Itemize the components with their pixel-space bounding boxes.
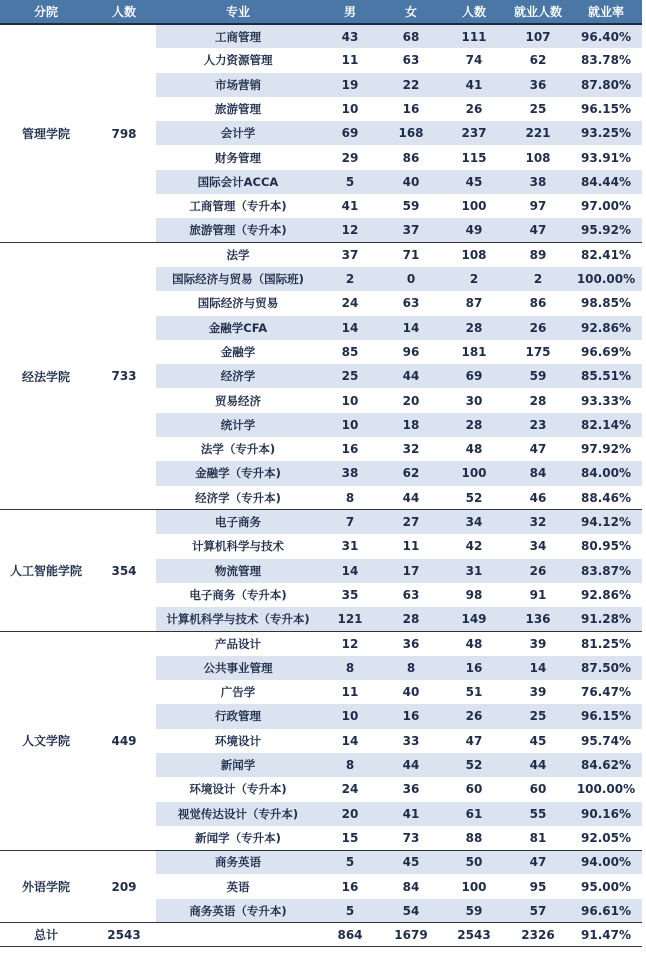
dept-count: 449 bbox=[92, 631, 156, 850]
cell-students: 48 bbox=[465, 636, 483, 651]
cell-students: 26 bbox=[442, 704, 506, 728]
cell-major: 环境设计 bbox=[215, 733, 261, 748]
cell-students: 45 bbox=[442, 170, 506, 194]
cell-female: 63 bbox=[402, 587, 420, 602]
cell-female: 84 bbox=[402, 879, 420, 894]
cell-male: 14 bbox=[320, 559, 380, 583]
cell-employed: 39 bbox=[529, 685, 547, 700]
cell-female: 63 bbox=[402, 53, 420, 68]
cell-students: 52 bbox=[442, 486, 506, 510]
cell-rate: 96.40% bbox=[570, 24, 642, 48]
cell-rate: 76.47% bbox=[581, 685, 631, 700]
cell-rate: 94.00% bbox=[570, 850, 642, 874]
cell-employed: 39 bbox=[529, 636, 547, 651]
cell-rate: 100.00% bbox=[576, 782, 636, 797]
cell-male: 38 bbox=[320, 461, 380, 485]
cell-male: 20 bbox=[320, 802, 380, 826]
cell-employed: 107 bbox=[506, 24, 570, 48]
cell-female: 37 bbox=[380, 218, 442, 242]
cell-female: 86 bbox=[402, 150, 420, 165]
total-female: 1679 bbox=[380, 923, 442, 947]
cell-major: 国际会计ACCA bbox=[156, 170, 320, 194]
cell-female: 168 bbox=[380, 121, 442, 145]
cell-male: 19 bbox=[320, 73, 380, 97]
cell-students: 28 bbox=[442, 413, 506, 437]
cell-major: 电子商务 bbox=[156, 510, 320, 534]
cell-major: 物流管理 bbox=[156, 559, 320, 583]
dept-name: 人工智能学院 bbox=[0, 510, 92, 631]
cell-rate: 96.61% bbox=[570, 899, 642, 923]
cell-rate: 92.86% bbox=[570, 316, 642, 340]
cell-employed: 32 bbox=[506, 510, 570, 534]
cell-employed: 36 bbox=[506, 73, 570, 97]
cell-students: 69 bbox=[442, 364, 506, 388]
cell-major: 人力资源管理 bbox=[203, 53, 273, 68]
cell-male: 41 bbox=[341, 199, 359, 214]
cell-rate: 90.16% bbox=[570, 802, 642, 826]
cell-male: 24 bbox=[341, 296, 359, 311]
cell-rate: 91.28% bbox=[570, 607, 642, 631]
col-header-major: 专业 bbox=[156, 0, 320, 24]
cell-female: 68 bbox=[380, 24, 442, 48]
col-header-rate: 就业率 bbox=[570, 0, 642, 24]
cell-students: 34 bbox=[442, 510, 506, 534]
cell-male: 5 bbox=[320, 850, 380, 874]
cell-female: 59 bbox=[402, 199, 420, 214]
col-header-students: 人数 bbox=[442, 0, 506, 24]
cell-students: 100 bbox=[461, 879, 487, 894]
cell-students: 237 bbox=[442, 121, 506, 145]
cell-major: 金融学CFA bbox=[156, 316, 320, 340]
cell-rate: 92.86% bbox=[581, 587, 631, 602]
cell-male: 10 bbox=[320, 413, 380, 437]
total-label: 总计 bbox=[0, 923, 92, 947]
table-row bbox=[0, 24, 642, 48]
cell-students: 28 bbox=[442, 316, 506, 340]
cell-students: 2 bbox=[442, 267, 506, 291]
total-row bbox=[0, 923, 642, 947]
cell-rate: 83.87% bbox=[570, 559, 642, 583]
cell-female: 0 bbox=[380, 267, 442, 291]
cell-male: 7 bbox=[320, 510, 380, 534]
cell-female: 32 bbox=[402, 442, 420, 457]
dept-count: 798 bbox=[92, 24, 156, 243]
cell-employed: 26 bbox=[506, 316, 570, 340]
total-employed: 2326 bbox=[506, 923, 570, 947]
cell-students: 47 bbox=[465, 733, 483, 748]
cell-female: 36 bbox=[402, 782, 420, 797]
cell-students: 100 bbox=[442, 461, 506, 485]
dept-name: 管理学院 bbox=[0, 24, 92, 243]
cell-rate: 93.33% bbox=[581, 393, 631, 408]
cell-major: 产品设计 bbox=[215, 636, 261, 651]
cell-rate: 95.00% bbox=[581, 879, 631, 894]
cell-female: 41 bbox=[380, 802, 442, 826]
cell-male: 24 bbox=[341, 782, 359, 797]
cell-students: 181 bbox=[461, 345, 487, 359]
cell-female: 16 bbox=[402, 102, 420, 117]
cell-major: 工商管理 bbox=[156, 24, 320, 48]
cell-female: 45 bbox=[380, 850, 442, 874]
cell-employed: 95 bbox=[529, 879, 547, 894]
cell-rate: 96.69% bbox=[581, 345, 631, 359]
cell-rate: 85.51% bbox=[570, 364, 642, 388]
cell-male: 10 bbox=[341, 102, 359, 117]
cell-employed: 26 bbox=[506, 559, 570, 583]
cell-major: 广告学 bbox=[220, 685, 256, 700]
cell-rate: 80.95% bbox=[581, 539, 631, 554]
cell-students: 98 bbox=[465, 587, 483, 602]
table-row bbox=[0, 850, 642, 874]
cell-major: 新闻学 bbox=[156, 753, 320, 777]
cell-students: 111 bbox=[442, 24, 506, 48]
cell-male: 5 bbox=[320, 899, 380, 923]
cell-rate: 97.00% bbox=[581, 199, 631, 214]
cell-rate: 84.44% bbox=[570, 170, 642, 194]
cell-male: 37 bbox=[341, 248, 359, 263]
cell-major: 环境设计（专升本) bbox=[189, 782, 287, 797]
cell-major: 商务英语（专升本) bbox=[156, 899, 320, 923]
cell-male: 35 bbox=[341, 587, 359, 602]
cell-students: 60 bbox=[465, 782, 483, 797]
cell-major: 计算机科学与技术 bbox=[192, 539, 284, 554]
cell-students: 50 bbox=[442, 850, 506, 874]
cell-male: 8 bbox=[320, 486, 380, 510]
cell-female: 20 bbox=[402, 393, 420, 408]
cell-employed: 34 bbox=[529, 539, 547, 554]
cell-employed: 81 bbox=[506, 826, 570, 850]
cell-employed: 108 bbox=[525, 150, 551, 165]
cell-students: 108 bbox=[461, 248, 487, 263]
cell-rate: 100.00% bbox=[570, 267, 642, 291]
cell-female: 63 bbox=[402, 296, 420, 311]
cell-employed: 91 bbox=[529, 587, 547, 602]
cell-female: 28 bbox=[380, 607, 442, 631]
table-footer bbox=[0, 923, 642, 947]
cell-female: 40 bbox=[402, 685, 420, 700]
cell-students: 149 bbox=[442, 607, 506, 631]
cell-rate: 95.74% bbox=[581, 733, 631, 748]
table-header bbox=[0, 0, 642, 24]
cell-male: 12 bbox=[341, 636, 359, 651]
cell-employed: 28 bbox=[529, 393, 547, 408]
cell-students: 31 bbox=[442, 559, 506, 583]
dept-name: 经法学院 bbox=[0, 243, 92, 510]
table-body bbox=[0, 24, 642, 923]
cell-major: 贸易经济 bbox=[215, 393, 261, 408]
cell-students: 52 bbox=[442, 753, 506, 777]
cell-major: 旅游管理（专升本) bbox=[156, 218, 320, 242]
cell-rate: 87.80% bbox=[570, 73, 642, 97]
cell-students: 48 bbox=[465, 442, 483, 457]
table-row bbox=[0, 510, 642, 534]
cell-major: 财务管理 bbox=[215, 150, 261, 165]
cell-employed: 89 bbox=[529, 248, 547, 263]
cell-major: 经济学（专升本) bbox=[156, 486, 320, 510]
cell-major: 商务英语 bbox=[156, 850, 320, 874]
cell-students: 74 bbox=[465, 53, 483, 68]
table-row bbox=[0, 631, 642, 655]
cell-students: 26 bbox=[465, 102, 483, 117]
col-header-dept-count: 人数 bbox=[92, 0, 156, 24]
dept-name: 人文学院 bbox=[0, 631, 92, 850]
cell-female: 17 bbox=[380, 559, 442, 583]
cell-employed: 60 bbox=[529, 782, 547, 797]
cell-male: 12 bbox=[320, 218, 380, 242]
total-students: 2543 bbox=[442, 923, 506, 947]
cell-students: 51 bbox=[465, 685, 483, 700]
dept-count: 354 bbox=[92, 510, 156, 631]
cell-rate: 94.12% bbox=[570, 510, 642, 534]
cell-employed: 2 bbox=[506, 267, 570, 291]
cell-male: 121 bbox=[320, 607, 380, 631]
col-header-dept: 分院 bbox=[0, 0, 92, 24]
cell-major: 金融学 bbox=[220, 345, 256, 359]
cell-female: 71 bbox=[402, 248, 420, 263]
cell-female: 16 bbox=[380, 704, 442, 728]
cell-male: 69 bbox=[320, 121, 380, 145]
cell-major: 计算机科学与技术（专升本) bbox=[156, 607, 320, 631]
cell-employed: 47 bbox=[506, 218, 570, 242]
cell-employed: 59 bbox=[506, 364, 570, 388]
cell-male: 8 bbox=[320, 753, 380, 777]
cell-rate: 82.14% bbox=[570, 413, 642, 437]
cell-male: 43 bbox=[320, 24, 380, 48]
cell-major: 国际经济与贸易（国际班) bbox=[156, 267, 320, 291]
dept-count: 209 bbox=[92, 850, 156, 923]
cell-employed: 47 bbox=[529, 442, 547, 457]
cell-major: 会计学 bbox=[156, 121, 320, 145]
cell-female: 54 bbox=[380, 899, 442, 923]
cell-major: 统计学 bbox=[156, 413, 320, 437]
cell-students: 41 bbox=[442, 73, 506, 97]
cell-female: 73 bbox=[380, 826, 442, 850]
cell-employed: 46 bbox=[506, 486, 570, 510]
cell-rate: 88.46% bbox=[570, 486, 642, 510]
cell-major: 公共事业管理 bbox=[156, 656, 320, 680]
total-male: 864 bbox=[320, 923, 380, 947]
cell-rate: 82.41% bbox=[581, 248, 631, 263]
total-rate: 91.47% bbox=[570, 923, 642, 947]
cell-female: 62 bbox=[380, 461, 442, 485]
cell-female: 36 bbox=[402, 636, 420, 651]
cell-female: 27 bbox=[380, 510, 442, 534]
cell-female: 44 bbox=[380, 753, 442, 777]
cell-employed: 221 bbox=[506, 121, 570, 145]
cell-major: 视觉传达设计（专升本) bbox=[156, 802, 320, 826]
cell-rate: 93.25% bbox=[570, 121, 642, 145]
cell-male: 29 bbox=[341, 150, 359, 165]
cell-female: 14 bbox=[380, 316, 442, 340]
total-major-empty bbox=[156, 923, 320, 947]
total-count: 2543 bbox=[92, 923, 156, 947]
cell-male: 15 bbox=[320, 826, 380, 850]
cell-rate: 97.92% bbox=[581, 442, 631, 457]
cell-employed: 86 bbox=[529, 296, 547, 311]
cell-rate: 83.78% bbox=[581, 53, 631, 68]
cell-major: 金融学（专升本) bbox=[156, 461, 320, 485]
cell-students: 49 bbox=[442, 218, 506, 242]
cell-male: 14 bbox=[320, 316, 380, 340]
cell-rate: 93.91% bbox=[581, 150, 631, 165]
cell-male: 25 bbox=[320, 364, 380, 388]
col-header-employed: 就业人数 bbox=[506, 0, 570, 24]
cell-employed: 25 bbox=[529, 102, 547, 117]
cell-female: 11 bbox=[402, 539, 420, 554]
cell-male: 2 bbox=[320, 267, 380, 291]
cell-male: 10 bbox=[341, 393, 359, 408]
cell-male: 5 bbox=[320, 170, 380, 194]
cell-students: 87 bbox=[465, 296, 483, 311]
cell-male: 10 bbox=[320, 704, 380, 728]
cell-major: 新闻学（专升本) bbox=[156, 826, 320, 850]
cell-employed: 55 bbox=[506, 802, 570, 826]
cell-rate: 81.25% bbox=[581, 636, 631, 651]
cell-students: 30 bbox=[465, 393, 483, 408]
cell-female: 96 bbox=[402, 345, 420, 359]
table-row bbox=[0, 243, 642, 267]
cell-employed: 47 bbox=[506, 850, 570, 874]
cell-major: 行政管理 bbox=[156, 704, 320, 728]
cell-female: 44 bbox=[380, 364, 442, 388]
cell-employed: 14 bbox=[506, 656, 570, 680]
cell-male: 14 bbox=[341, 733, 359, 748]
cell-female: 8 bbox=[380, 656, 442, 680]
cell-employed: 136 bbox=[506, 607, 570, 631]
cell-employed: 175 bbox=[525, 345, 551, 359]
cell-male: 11 bbox=[341, 685, 359, 700]
cell-rate: 87.50% bbox=[570, 656, 642, 680]
cell-employed: 23 bbox=[506, 413, 570, 437]
cell-rate: 98.85% bbox=[581, 296, 631, 311]
cell-major: 工商管理（专升本) bbox=[189, 199, 287, 214]
cell-students: 16 bbox=[442, 656, 506, 680]
cell-major: 英语 bbox=[226, 879, 250, 894]
cell-major: 法学 bbox=[226, 248, 250, 263]
cell-major: 经济学 bbox=[156, 364, 320, 388]
cell-students: 100 bbox=[461, 199, 487, 214]
cell-employed: 45 bbox=[529, 733, 547, 748]
dept-count: 733 bbox=[92, 243, 156, 510]
cell-major: 市场营销 bbox=[156, 73, 320, 97]
cell-major: 法学（专升本) bbox=[200, 442, 276, 457]
cell-rate: 95.92% bbox=[570, 218, 642, 242]
cell-employed: 57 bbox=[506, 899, 570, 923]
cell-employed: 25 bbox=[506, 704, 570, 728]
cell-employed: 97 bbox=[529, 199, 547, 214]
col-header-female: 女 bbox=[380, 0, 442, 24]
cell-students: 42 bbox=[465, 539, 483, 554]
cell-employed: 84 bbox=[506, 461, 570, 485]
cell-rate: 96.15% bbox=[581, 102, 631, 117]
cell-male: 31 bbox=[341, 539, 359, 554]
cell-rate: 96.15% bbox=[570, 704, 642, 728]
cell-female: 22 bbox=[380, 73, 442, 97]
cell-rate: 84.62% bbox=[570, 753, 642, 777]
cell-rate: 84.00% bbox=[570, 461, 642, 485]
cell-female: 33 bbox=[402, 733, 420, 748]
cell-female: 40 bbox=[380, 170, 442, 194]
cell-major: 国际经济与贸易 bbox=[197, 296, 279, 311]
cell-students: 61 bbox=[442, 802, 506, 826]
cell-students: 88 bbox=[442, 826, 506, 850]
cell-employed: 44 bbox=[506, 753, 570, 777]
cell-female: 18 bbox=[380, 413, 442, 437]
cell-female: 44 bbox=[380, 486, 442, 510]
cell-male: 11 bbox=[341, 53, 359, 68]
cell-male: 16 bbox=[341, 879, 359, 894]
cell-male: 16 bbox=[341, 442, 359, 457]
cell-employed: 38 bbox=[506, 170, 570, 194]
cell-major: 电子商务（专升本) bbox=[189, 587, 287, 602]
dept-name: 外语学院 bbox=[0, 850, 92, 923]
cell-employed: 62 bbox=[529, 53, 547, 68]
cell-male: 85 bbox=[341, 345, 359, 359]
cell-students: 115 bbox=[461, 150, 487, 165]
cell-male: 8 bbox=[320, 656, 380, 680]
cell-rate: 92.05% bbox=[570, 826, 642, 850]
cell-students: 59 bbox=[442, 899, 506, 923]
cell-major: 旅游管理 bbox=[215, 102, 261, 117]
col-header-male: 男 bbox=[320, 0, 380, 24]
